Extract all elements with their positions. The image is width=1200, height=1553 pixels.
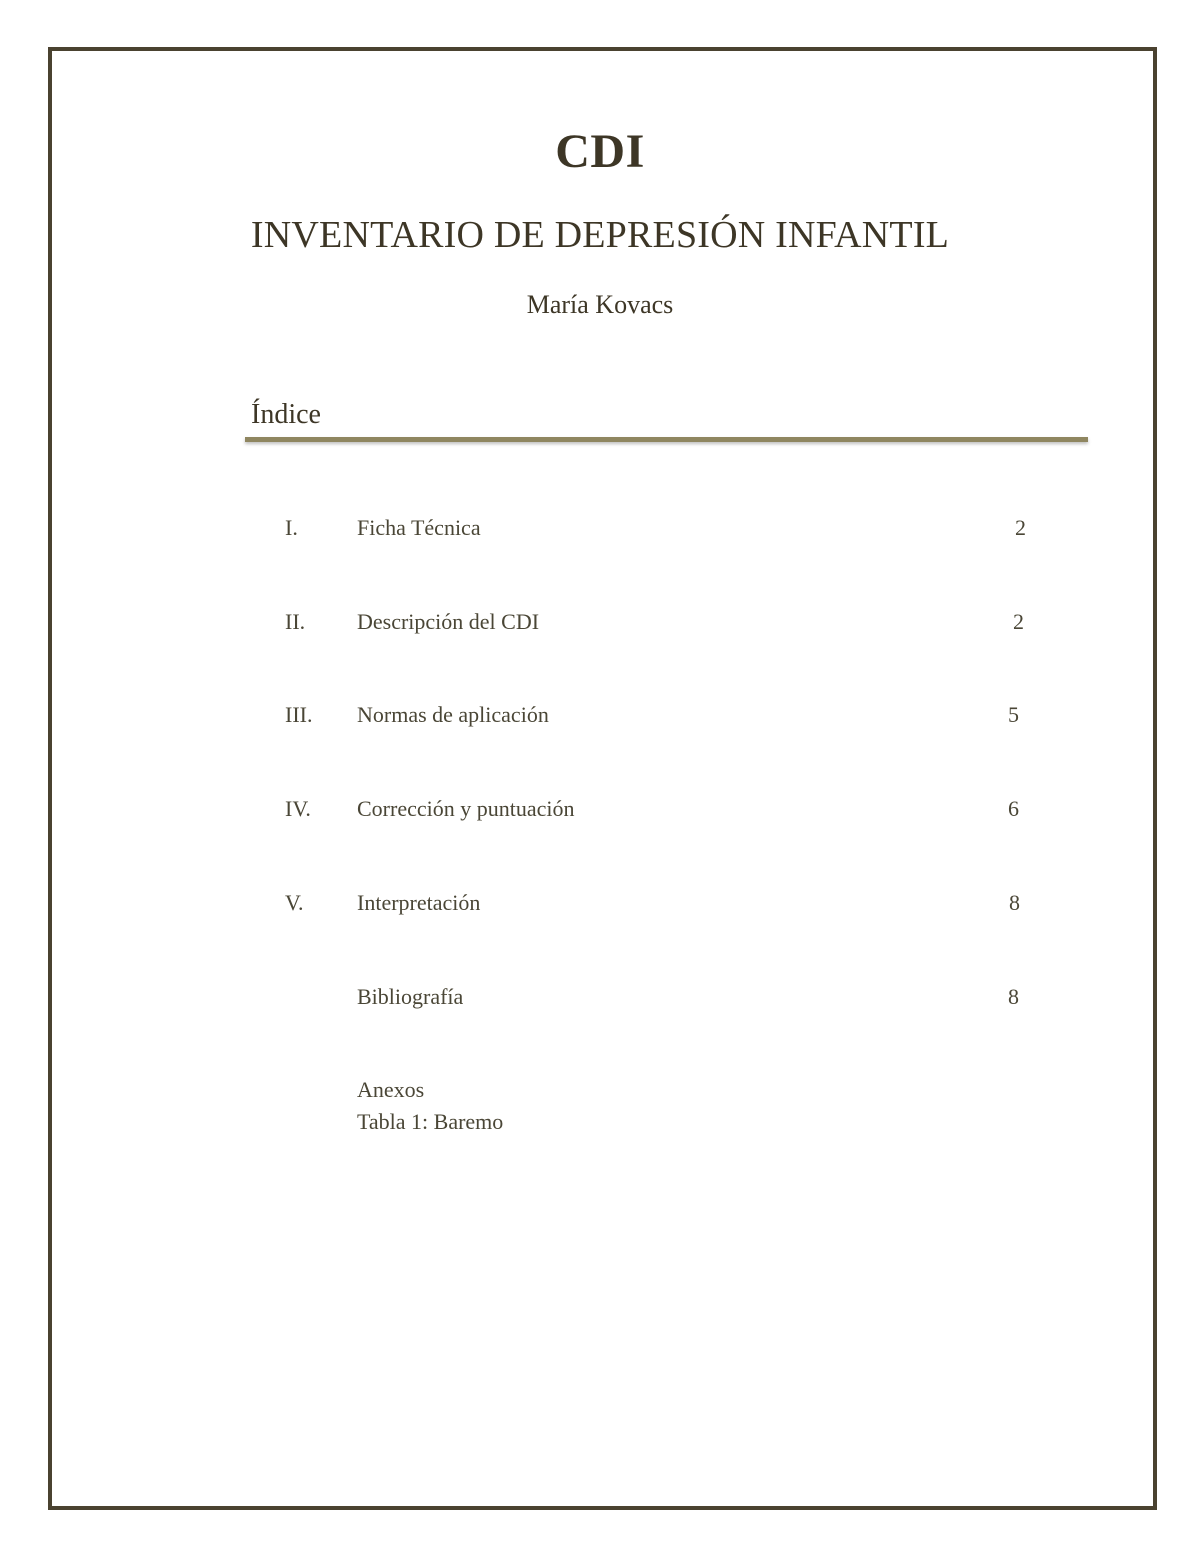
index-divider bbox=[245, 437, 1088, 442]
toc-entry-normas[interactable] bbox=[0, 697, 1200, 733]
toc-entry-bibliografia[interactable] bbox=[0, 979, 1200, 1015]
toc-entry-number: IV. bbox=[285, 796, 311, 821]
toc-entry-number: II. bbox=[285, 609, 306, 634]
toc-entry-number: I. bbox=[285, 515, 298, 540]
toc-entry-label: Descripción del CDI bbox=[357, 609, 540, 634]
page-border bbox=[48, 47, 1157, 1510]
toc-entry-page: 5 bbox=[1008, 702, 1019, 727]
document-author: María Kovacs bbox=[526, 290, 674, 319]
toc-entry-number: V. bbox=[285, 890, 304, 915]
index-heading: Índice bbox=[251, 399, 321, 430]
toc-entry-page: 8 bbox=[1009, 890, 1020, 915]
toc-entry-interpretacion[interactable] bbox=[0, 885, 1200, 921]
toc-annexes bbox=[357, 1074, 503, 1138]
toc-entry-page: 2 bbox=[1013, 609, 1024, 634]
toc-entry-descripcion[interactable] bbox=[0, 604, 1200, 640]
toc-entry-page: 8 bbox=[1008, 984, 1019, 1009]
toc-entry-label: Ficha Técnica bbox=[357, 515, 481, 540]
toc-entry-page: 6 bbox=[1008, 796, 1019, 821]
toc-entry-label: Bibliografía bbox=[357, 984, 464, 1009]
toc-entry-label: Normas de aplicación bbox=[357, 702, 549, 727]
toc-annex-item[interactable]: Tabla 1: Baremo bbox=[357, 1109, 504, 1134]
toc-entry-page: 2 bbox=[1015, 515, 1026, 540]
toc-entry-ficha-tecnica[interactable] bbox=[0, 510, 1200, 546]
document-title: CDI bbox=[555, 125, 645, 178]
toc-entry-label: Interpretación bbox=[357, 890, 481, 915]
document-subtitle: INVENTARIO DE DEPRESIÓN INFANTIL bbox=[250, 214, 950, 256]
toc-entry-number: III. bbox=[285, 702, 313, 727]
toc-annexes-label[interactable]: Anexos bbox=[357, 1077, 425, 1102]
toc-entry-label: Corrección y puntuación bbox=[357, 796, 575, 821]
toc-entry-correccion[interactable] bbox=[0, 791, 1200, 827]
